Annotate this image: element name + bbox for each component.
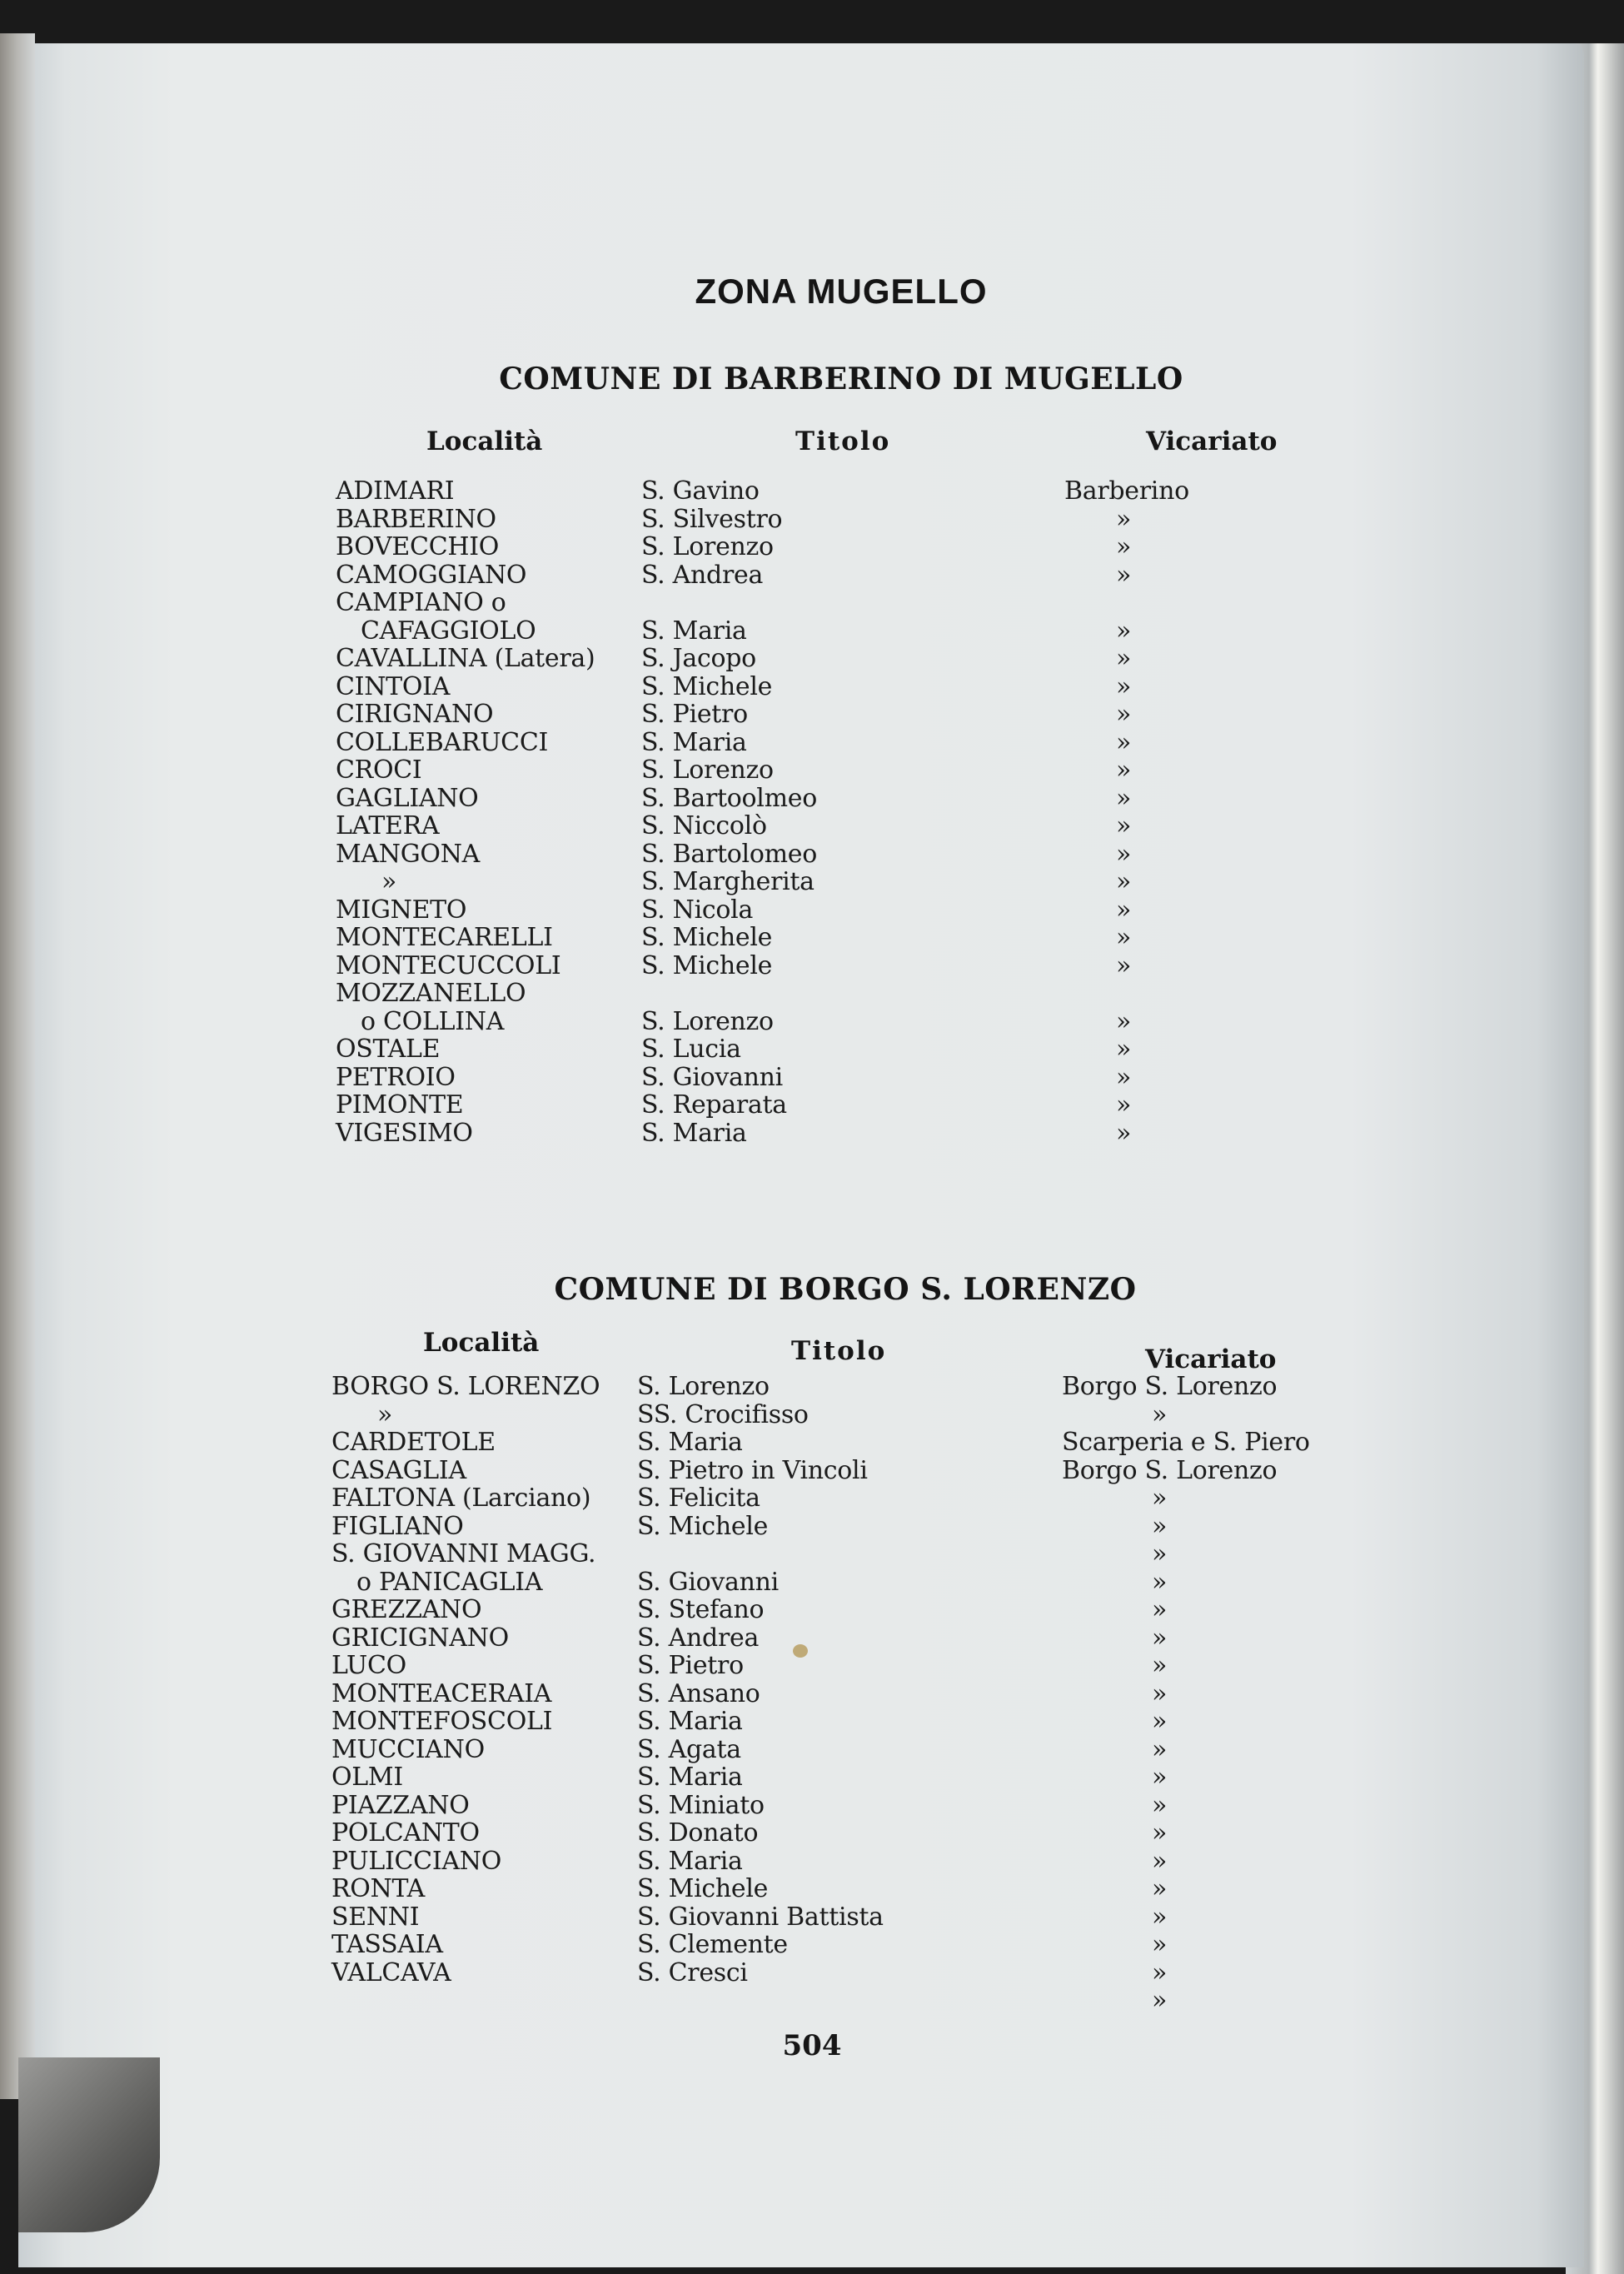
vicariato-cell: Barberino (1064, 476, 1189, 506)
localita-cell: POLCANTO (331, 1818, 480, 1848)
localita-cell: TASSAIA (331, 1930, 443, 1959)
titolo-cell: S. Miniato (637, 1790, 765, 1820)
vicariato-cell: » (1152, 1678, 1168, 1708)
localita-cell: LUCO (331, 1651, 406, 1680)
vicariato-cell: » (1116, 1006, 1132, 1036)
localita-cell: COLLEBARUCCI (336, 727, 549, 757)
titolo-cell: S. Cresci (637, 1957, 748, 1987)
vicariato-cell: » (1116, 671, 1132, 701)
titolo-cell: S. Lorenzo (641, 532, 774, 561)
vicariato-cell: » (1116, 1090, 1132, 1120)
titolo-cell: S. Maria (637, 1707, 743, 1736)
titolo-cell: S. Lorenzo (641, 756, 774, 785)
titolo-cell: S. Agata (637, 1734, 741, 1764)
vicariato-cell: » (1116, 950, 1132, 980)
localita-cell: CASAGLIA (331, 1455, 466, 1485)
vicariato-cell: » (1116, 923, 1132, 952)
vicariato-cell: » (1116, 1035, 1132, 1064)
localita-cell: VIGESIMO (336, 1118, 473, 1148)
titolo-cell: S. Giovanni Battista (637, 1902, 884, 1932)
vicariato-cell: » (1152, 1902, 1168, 1932)
localita-cell: MONTEFOSCOLI (331, 1707, 553, 1736)
titolo-cell: S. Reparata (641, 1090, 787, 1120)
titolo-cell: S. Niccolò (641, 811, 767, 840)
column-header-vicariato: Vicariato (1145, 1344, 1277, 1374)
vicariato-cell: » (1152, 1484, 1168, 1513)
titolo-cell: S. Michele (641, 923, 773, 952)
localita-cell: MONTEACERAIA (331, 1678, 552, 1708)
vicariato-cell: » (1152, 1511, 1168, 1541)
titolo-cell: S. Giovanni (641, 1062, 783, 1092)
titolo-cell: S. Bartolomeo (641, 839, 817, 869)
vicariato-cell: » (1116, 895, 1132, 925)
vicariato-cell: » (1116, 504, 1132, 534)
localita-cell: FIGLIANO (331, 1511, 464, 1541)
column-header-vicariato: Vicariato (1146, 426, 1278, 456)
titolo-cell: S. Michele (637, 1874, 769, 1903)
titolo-cell: S. Pietro in Vincoli (637, 1455, 868, 1485)
localita-cell: CIRIGNANO (336, 700, 494, 729)
localita-cell: SENNI (331, 1902, 420, 1932)
vicariato-cell: Borgo S. Lorenzo (1062, 1455, 1278, 1485)
vicariato-cell: » (1116, 783, 1132, 813)
vicariato-cell: » (1152, 1930, 1168, 1959)
localita-cell: LATERA (336, 811, 440, 840)
comune-title-borgo: COMUNE DI BORGO S. LORENZO (554, 1272, 1137, 1307)
vicariato-cell: » (1152, 1623, 1168, 1653)
vicariato-cell: » (1116, 644, 1132, 673)
titolo-cell: S. Maria (637, 1846, 743, 1876)
localita-cell: FALTONA (Larciano) (331, 1484, 591, 1513)
vicariato-cell: » (1116, 1062, 1132, 1092)
titolo-cell: S. Maria (641, 616, 747, 646)
column-header-titolo: Titolo (791, 1336, 887, 1366)
localita-cell: GREZZANO (331, 1595, 482, 1624)
localita-cell: MUCCIANO (331, 1734, 485, 1764)
titolo-cell: S. Maria (641, 727, 747, 757)
vicariato-cell: » (1116, 700, 1132, 729)
titolo-cell: S. Donato (637, 1818, 759, 1848)
titolo-cell: S. Clemente (637, 1930, 788, 1959)
titolo-cell: S. Lorenzo (641, 1006, 774, 1036)
vicariato-cell: Borgo S. Lorenzo (1062, 1372, 1278, 1401)
localita-cell: MONTECARELLI (336, 923, 553, 952)
vicariato-cell: » (1116, 839, 1132, 869)
vicariato-cell: » (1116, 811, 1132, 840)
vicariato-cell: » (1116, 616, 1132, 646)
vicariato-cell: » (1152, 1651, 1168, 1680)
titolo-cell: S. Lorenzo (637, 1372, 770, 1401)
localita-cell: CARDETOLE (331, 1428, 496, 1457)
localita-cell: MONTECUCCOLI (336, 950, 561, 980)
titolo-cell: S. Michele (641, 950, 773, 980)
vicariato-cell: » (1152, 1595, 1168, 1624)
vicariato-cell: » (1152, 1790, 1168, 1820)
titolo-cell: S. Giovanni (637, 1567, 779, 1597)
page-number: 504 (782, 2029, 842, 2062)
localita-cell: MOZZANELLO (336, 979, 526, 1008)
column-header-titolo: Titolo (795, 426, 891, 456)
titolo-cell: S. Michele (641, 671, 773, 701)
localita-cell: GRICIGNANO (331, 1623, 509, 1653)
vicariato-cell: » (1116, 756, 1132, 785)
titolo-cell: S. Bartoolmeo (641, 783, 817, 813)
localita-cell: PULICCIANO (331, 1846, 501, 1876)
comune-title-barberino: COMUNE DI BARBERINO DI MUGELLO (499, 362, 1183, 396)
vicariato-cell: » (1152, 1567, 1168, 1597)
localita-cell: S. GIOVANNI MAGG. (331, 1539, 596, 1568)
titolo-cell: S. Felicita (637, 1484, 760, 1513)
column-header-localita: Località (426, 426, 543, 456)
localita-cell: OSTALE (336, 1035, 441, 1064)
titolo-cell: S. Gavino (641, 476, 760, 506)
localita-cell: o PANICAGLIA (356, 1567, 543, 1597)
localita-cell: ADIMARI (336, 476, 455, 506)
titolo-cell: S. Pietro (637, 1651, 744, 1680)
book-spine (0, 33, 35, 2099)
localita-cell: CROCI (336, 756, 422, 785)
localita-cell: » (381, 867, 397, 896)
titolo-cell: S. Maria (641, 1118, 747, 1148)
titolo-cell: S. Stefano (637, 1595, 765, 1624)
localita-cell: OLMI (331, 1763, 403, 1792)
vicariato-cell: » (1116, 727, 1132, 757)
localita-cell: BARBERINO (336, 504, 496, 534)
vicariato-cell: » (1152, 1734, 1168, 1764)
titolo-cell: S. Maria (637, 1428, 743, 1457)
vicariato-cell: Scarperia e S. Piero (1062, 1428, 1310, 1457)
localita-cell: PIAZZANO (331, 1790, 470, 1820)
vicariato-cell: » (1152, 1818, 1168, 1848)
localita-cell: BORGO S. LORENZO (331, 1372, 600, 1401)
titolo-cell: S. Michele (637, 1511, 769, 1541)
localita-cell: BOVECCHIO (336, 532, 500, 561)
localita-cell: MIGNETO (336, 895, 467, 925)
titolo-cell: S. Margherita (641, 867, 814, 896)
localita-cell: » (377, 1399, 393, 1429)
vicariato-cell: » (1152, 1957, 1168, 1987)
localita-cell: GAGLIANO (336, 783, 479, 813)
localita-cell: PETROIO (336, 1062, 456, 1092)
titolo-cell: S. Jacopo (641, 644, 756, 673)
titolo-cell: SS. Crocifisso (637, 1399, 809, 1429)
vicariato-cell: » (1152, 1707, 1168, 1736)
paper-stain (793, 1644, 808, 1658)
localita-cell: PIMONTE (336, 1090, 464, 1120)
titolo-cell: S. Andrea (637, 1623, 760, 1653)
vicariato-cell: » (1116, 532, 1132, 561)
titolo-cell: S. Maria (637, 1763, 743, 1792)
vicariato-cell: » (1152, 1399, 1168, 1429)
localita-cell: o COLLINA (361, 1006, 505, 1036)
localita-cell: VALCAVA (331, 1957, 451, 1987)
vicariato-cell: » (1152, 1763, 1168, 1792)
titolo-cell: S. Ansano (637, 1678, 760, 1708)
vicariato-cell: » (1152, 1539, 1168, 1568)
localita-cell: CAMPIANO o (336, 588, 506, 617)
vicariato-cell: » (1152, 1874, 1168, 1903)
localita-cell: CAVALLINA (Latera) (336, 644, 595, 673)
titolo-cell: S. Silvestro (641, 504, 783, 534)
page-corner-curl (18, 2057, 160, 2232)
localita-cell: MANGONA (336, 839, 481, 869)
column-header-localita: Località (423, 1328, 540, 1358)
localita-cell: CINTOIA (336, 671, 451, 701)
titolo-cell: S. Nicola (641, 895, 754, 925)
vicariato-cell: » (1152, 1846, 1168, 1876)
titolo-cell: S. Andrea (641, 560, 764, 590)
vicariato-cell: » (1116, 1118, 1132, 1148)
zone-title: ZONA MUGELLO (695, 272, 988, 311)
titolo-cell: S. Lucia (641, 1035, 741, 1064)
vicariato-cell: » (1116, 560, 1132, 590)
localita-cell: CAFAGGIOLO (361, 616, 536, 646)
vicariato-cell: » (1152, 1986, 1168, 2015)
localita-cell: RONTA (331, 1874, 425, 1903)
titolo-cell: S. Pietro (641, 700, 748, 729)
localita-cell: CAMOGGIANO (336, 560, 527, 590)
vicariato-cell: » (1116, 867, 1132, 896)
